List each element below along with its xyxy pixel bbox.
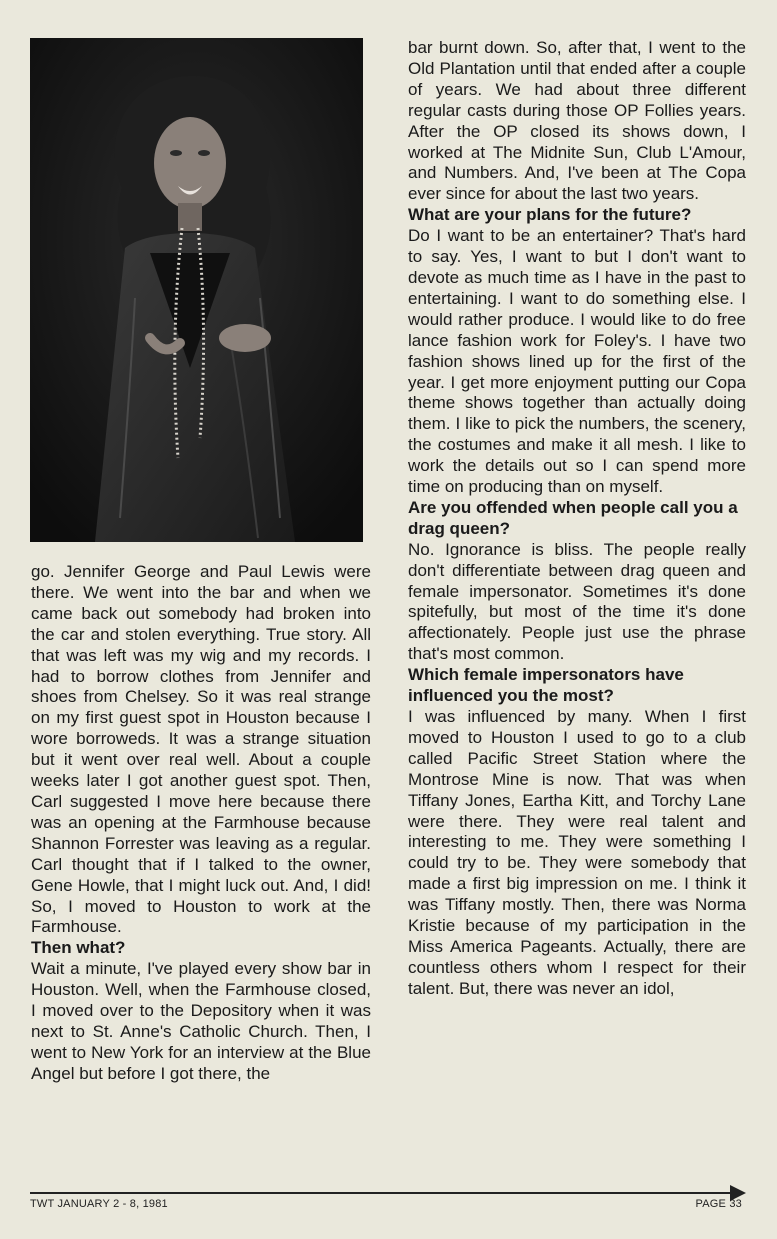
question-heading: Which female impersonators have influenced you the most?: [408, 665, 684, 706]
right-column: [408, 38, 746, 1000]
answer-paragraph: Wait a minute, I've played every show bar in Houston. Well, when the Farmhouse closed, I moved over to the Depository when it was next to St. Anne's Catholic Church. Then, I went to New York for an interview at the Blue Angel but before I got there, the: [31, 959, 371, 1083]
page-footer: [30, 1192, 746, 1218]
page-number: PAGE 33: [695, 1198, 742, 1210]
left-paragraph: go. Jennifer George and Paul Lewis were there. We went into the bar and when we came back out somebody had broken into the car and stolen everything. True story. All that was left was my wig and my records. I had to borrow clothes from Jennifer and shoes from Chelsey. So it was real strange on my first guest spot in Houston because I wore borroweds. It was a strange situation but it went over real well. About a couple weeks later I got another guest spot. Then, Carl suggested I move here because there was an opening at the Farmhouse because Shannon Forrester was leaving as a regular. Carl thought that if I talked to the owner, Gene Howle, that I might luck out. And, I did! So, I moved to Houston to work at the Farmhouse.: [31, 562, 371, 937]
left-column: [31, 562, 371, 1085]
answer-paragraph: No. Ignorance is bliss. The people really don't differentiate between drag queen and female impersonator. Sometimes it's done spitefully, but most of the time it's done affectionately. People just use the phrase that's most common.: [408, 539, 746, 664]
answer-paragraph: I was influenced by many. When I first moved to Houston I used to go to a club called Pacific Street Station where the Montrose Mine is now. That was when Tiffany Jones, Eartha Kitt, and Torchy Lane were there. They were real talent and interesting to me. They were something I could try to be. They were somebody that made a first big impression on me. I think it was Tiffany mostly. Then, there was Norma Kristie because of my participation in the Miss America Pageants. Actually, there are countless others whom I respect for their talent. But, there was never an idol,: [408, 707, 746, 998]
footer-rule: [30, 1192, 732, 1194]
question-heading: Are you offended when people call you a drag queen?: [408, 497, 738, 538]
question-heading: What are your plans for the future?: [408, 205, 692, 225]
answer-paragraph: Do I want to be an entertainer? That's hard to say. Yes, I want to but I don't want to devote as much time as I have in the past to entertaining. I want to do something else. I would rather produce. I would like to do free lance fashion work for Foley's. I have two fashion shows lined up for the first of the year. I get more enjoyment putting our Copa theme shows together than actually doing them. I like to pick the numbers, the scenery, the costumes and make it all mesh. I like to work the details out so I can spend more time on producing than on myself.: [408, 226, 746, 497]
issue-date: TWT JANUARY 2 - 8, 1981: [30, 1198, 168, 1210]
question-heading: Then what?: [31, 938, 126, 958]
performer-photo: [30, 38, 363, 542]
performer-portrait-icon: [30, 38, 363, 542]
right-paragraph: bar burnt down. So, after that, I went to the Old Plantation until that ended after a couple of years. We had about three different regular casts during those OP Follies years. After the OP closed its shows down, I worked at The Midnite Sun, Club L'Amour, and Numbers. And, I've been at The Copa ever since for about the last two years.: [408, 38, 746, 204]
